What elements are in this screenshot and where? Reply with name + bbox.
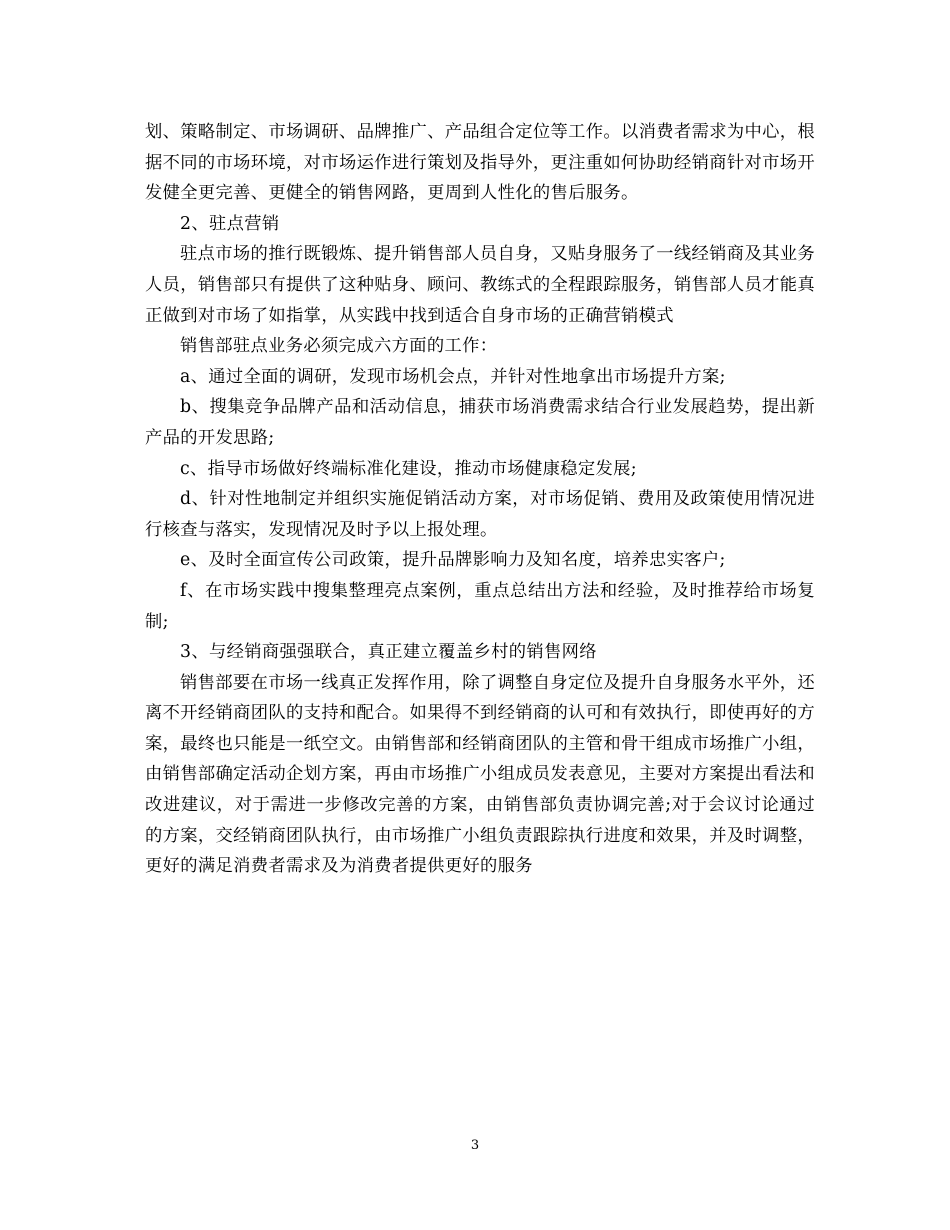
list-item-c: c、指导市场做好终端标准化建设，推动市场健康稳定发展;	[180, 458, 637, 479]
paragraph: 驻点市场的推行既锻炼、提升销售部人员自身，又贴身服务了一线经销商及其业务人员，销售部只有提供了这种贴身、顾问、教练式的全程跟踪服务，销售部人员才能真正做到对市场了如指掌，从实践中找到适合自身市场的正确营销模式	[145, 244, 815, 326]
paragraph-continuation: 划、策略制定、市场调研、品牌推广、产品组合定位等工作。以消费者需求为中心，根据不同的市场环境，对市场运作进行策划及指导外，更注重如何协助经销商针对市场开发健全更完善、更健全的销售网路，更周到人性化的售后服务。	[145, 122, 815, 204]
list-item-e: e、及时全面宣传公司政策，提升品牌影响力及知名度，培养忠实客户;	[180, 550, 726, 571]
page-number: 3	[470, 1138, 480, 1153]
list-item-f: f、在市场实践中搜集整理亮点案例，重点总结出方法和经验，及时推荐给市场复制;	[145, 580, 815, 632]
list-item-d: d、针对性地制定并组织实施促销活动方案，对市场促销、费用及政策使用情况进行核查与落实，发现情况及时予以上报处理。	[145, 489, 815, 540]
document-body	[145, 117, 815, 882]
list-item-b: b、搜集竞争品牌产品和活动信息，捕获市场消费需求结合行业发展趋势，提出新产品的开发思路;	[145, 397, 815, 448]
paragraph: 销售部要在市场一线真正发挥作用，除了调整自身定位及提升自身服务水平外，还离不开经销商团队的支持和配合。如果得不到经销商的认可和有效执行，即使再好的方案，最终也只能是一纸空文。由销售部和经销商团队的主管和骨干组成市场推广小组，由销售部确定活动企划方案，再由市场推广小组成员发表意见，主要对方案提出看法和改进建议，对于需进一步修改完善的方案，由销售部负责协调完善;对于会议讨论通过的方案，交经销商团队执行，由市场推广小组负责跟踪执行进度和效果，并及时调整，更好的满足消费者需求及为消费者提供更好的服务	[145, 672, 815, 877]
paragraph: 销售部驻点业务必须完成六方面的工作：	[180, 336, 498, 357]
section-heading-2: 2、驻点营销	[180, 213, 280, 234]
section-heading-3: 3、与经销商强强联合，真正建立覆盖乡村的销售网络	[180, 642, 597, 663]
list-item-a: a、通过全面的调研，发现市场机会点，并针对性地拿出市场提升方案;	[180, 366, 726, 387]
